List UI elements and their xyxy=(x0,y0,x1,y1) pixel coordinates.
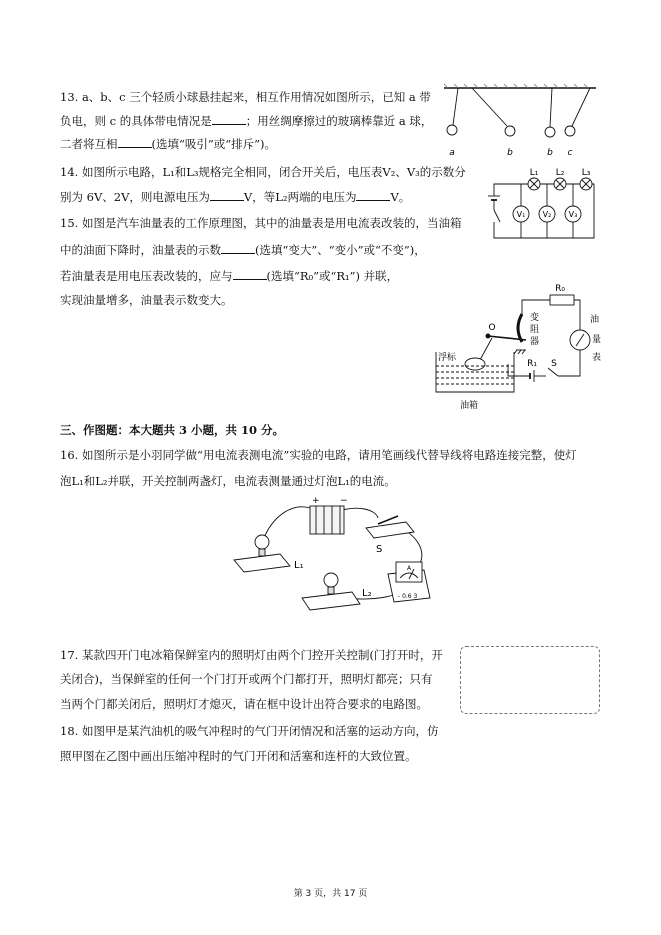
q15-text-c: 若油量表是用电压表改装的，应与 xyxy=(60,269,233,283)
q16-line2: 泡L₁和L₂并联，开关控制两盏灯，电流表测量通过灯泡L₁的电流。 xyxy=(60,474,396,488)
label-c: c xyxy=(567,148,573,158)
q15-blank-1[interactable] xyxy=(221,242,255,254)
label-pivot-o: O xyxy=(488,323,496,333)
q14-line2 xyxy=(60,189,410,204)
lamp-l3-label: L₃ xyxy=(581,168,591,178)
q13-figure xyxy=(440,82,600,162)
q14-blank-2[interactable] xyxy=(356,189,390,201)
label-b2: b xyxy=(547,148,553,158)
meter-v3-label: V₃ xyxy=(568,210,578,219)
q17-line1: 17. 某款四开门电冰箱保鲜室内的照明灯由两个门控开关控制(门打开时，开 xyxy=(60,648,443,662)
label-b1: b xyxy=(507,148,513,158)
battery-plus-label: + xyxy=(312,496,320,506)
q15-fuel-gauge-figure xyxy=(430,280,610,415)
q13-line3 xyxy=(60,136,276,151)
q18-line1: 18. 如图甲是某汽油机的吸气冲程时的气门开闭情况和活塞的运动方向，仿 xyxy=(60,724,439,738)
ball-a xyxy=(447,125,457,135)
q15-text-b: (选填“变大”、“变小”或“不变”)， xyxy=(255,243,426,257)
q15-text-d: (选填“R₀”或“R₁”) 并联， xyxy=(266,269,399,283)
label-rheostat-3: 器 xyxy=(530,337,540,347)
q13-text-c: 二者将互相 xyxy=(60,137,118,151)
q13-text-b: ；用丝绸摩擦过的玻璃棒靠近 a 球， xyxy=(245,114,433,128)
q14-circuit xyxy=(478,166,603,244)
q16-circuit-figure xyxy=(228,494,443,614)
ammeter-scale-label: - 0.6 3 xyxy=(398,593,418,600)
q13-blank-2[interactable] xyxy=(118,136,152,148)
ball-b2 xyxy=(545,127,555,137)
q13-text-a: 负电，则 c 的具体带电情况是 xyxy=(60,114,212,128)
label-meter-3: 表 xyxy=(592,353,602,363)
q13-line2 xyxy=(60,113,432,128)
q13-line1: 13. a、b、c 三个轻质小球悬挂起来，相互作用情况如图所示，已知 a 带 xyxy=(60,90,431,104)
label-rheostat-1: 变 xyxy=(530,313,540,323)
q13-text-d: (选填“吸引”或“排斥”)。 xyxy=(151,137,276,151)
battery-minus-label: − xyxy=(340,496,348,506)
ammeter-a-label: A xyxy=(406,565,412,572)
q18-line2: 照甲图在乙图中画出压缩冲程时的气门开闭和活塞和连杆的大致位置。 xyxy=(60,749,417,763)
switch-s-label: S xyxy=(376,544,383,555)
q14-text-a: 别为 6V、2V，则电源电压为 xyxy=(60,190,210,204)
q14-text-c: V。 xyxy=(390,190,411,204)
lamp-l2-label: L₂ xyxy=(555,168,565,178)
q13-blank-1[interactable] xyxy=(212,113,246,125)
meter-v2-label: V₂ xyxy=(542,210,552,219)
q14-text-b: V，等L₂两端的电压为 xyxy=(243,190,357,204)
ball-c xyxy=(565,126,575,136)
meter-v1-label: V₁ xyxy=(516,210,526,219)
ball-b1 xyxy=(505,126,515,136)
q17-line2: 关闭合)，当保鲜室的任何一个门打开或两个门都打开，照明灯都亮；只有 xyxy=(60,672,433,686)
label-meter-1: 油 xyxy=(590,315,600,325)
lamp-l1-label: L₁ xyxy=(294,560,304,571)
q15-line1: 15. 如图是汽车油量表的工作原理图，其中的油量表是用电流表改装的，当油箱 xyxy=(60,216,462,230)
page-footer: 第 3 页，共 17 页 xyxy=(293,889,368,899)
q17-answer-box[interactable] xyxy=(460,646,600,714)
label-tank: 油箱 xyxy=(460,401,479,411)
label-r0: R₀ xyxy=(555,284,565,294)
label-r1: R₁ xyxy=(527,359,537,369)
q14-line1: 14. 如图所示电路，L₁和L₃规格完全相同，闭合开关后，电压表V₂、V₃的示数分 xyxy=(60,165,466,179)
lamp-l2-label: L₂ xyxy=(362,588,372,599)
lamp-l1-label: L₁ xyxy=(529,168,539,178)
q16-line1: 16. 如图所示是小羽同学做“用电流表测电流”实验的电路，请用笔画线代替导线将电路连接完整，使灯 xyxy=(60,448,577,462)
q17-line3: 当两个门都关闭后，照明灯才熄灭，请在框中设计出符合要求的电路图。 xyxy=(60,697,428,711)
q15-line4: 实现油量增多，油量表示数变大。 xyxy=(60,293,233,307)
q15-blank-2[interactable] xyxy=(233,268,267,280)
q15-line3 xyxy=(60,268,398,283)
label-float: 浮标 xyxy=(438,353,457,363)
label-switch-s: S xyxy=(551,359,557,369)
q15-line2 xyxy=(60,242,426,257)
section-heading: 三、作图题：本大题共 3 小题，共 10 分。 xyxy=(60,423,285,437)
label-meter-2: 量 xyxy=(592,335,602,345)
q15-text-a: 中的油面下降时，油量表的示数 xyxy=(60,243,221,257)
q14-blank-1[interactable] xyxy=(210,189,244,201)
label-rheostat-2: 阻 xyxy=(530,325,540,335)
label-a: a xyxy=(449,148,455,158)
